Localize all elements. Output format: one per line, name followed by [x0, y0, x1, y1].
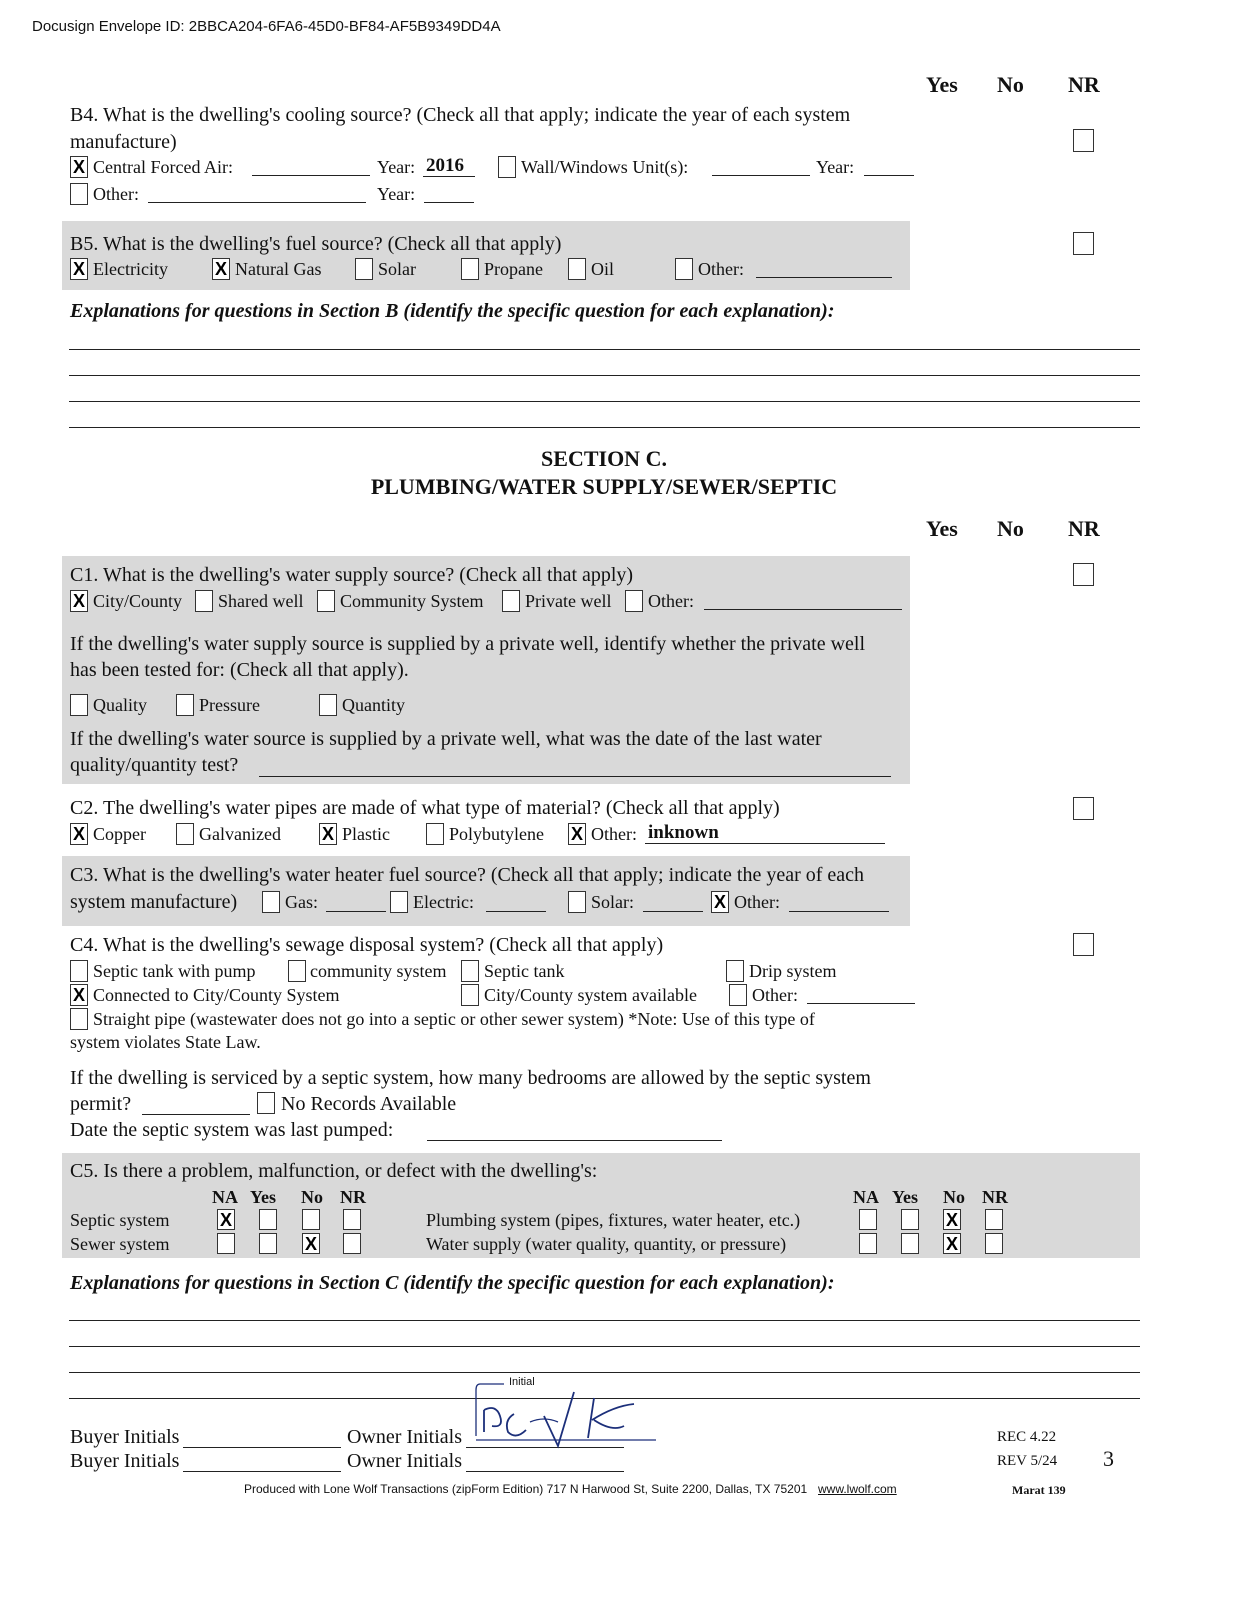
c4-available-label: City/County system available: [484, 985, 697, 1005]
c4-septic-tank-label: Septic tank: [484, 961, 565, 981]
marat-label: Marat 139: [1012, 1483, 1066, 1497]
c5-sewer-nr-checkbox[interactable]: [343, 1233, 361, 1254]
buyer-initials-field-2[interactable]: [183, 1471, 341, 1472]
c5-septic-na-checkbox[interactable]: X: [217, 1209, 235, 1230]
c5-septic-label: Septic system: [70, 1210, 170, 1230]
c4-straight-pipe-label: Straight pipe (wastewater does not go into a septic or other sewer system) *Note: Use of this type of: [93, 1009, 815, 1029]
c1-other-label: Other:: [648, 591, 694, 611]
b5-solar-label: Solar: [378, 259, 416, 279]
b5-oil-checkbox[interactable]: [568, 258, 586, 280]
c-expl-line-3[interactable]: [69, 1372, 1140, 1373]
c4-nr-checkbox[interactable]: [1073, 933, 1094, 956]
c5-sewer-no-checkbox[interactable]: X: [302, 1233, 320, 1254]
c4-other-label: Other:: [752, 985, 798, 1005]
c4-bedrooms-text-line2: permit?: [70, 1093, 132, 1115]
c3-electric-field[interactable]: [486, 911, 546, 912]
b5-other-label: Other:: [698, 259, 744, 279]
c2-poly-label: Polybutylene: [449, 824, 544, 844]
c5-sewer-label: Sewer system: [70, 1234, 170, 1254]
c1-other-field[interactable]: [704, 609, 902, 610]
b4-question-line2: manufacture): [70, 131, 177, 153]
c1-question: C1. What is the dwelling's water supply source? (Check all that apply): [70, 564, 634, 586]
c5-sewer-na-checkbox[interactable]: [217, 1233, 235, 1254]
c1-pressure-label: Pressure: [199, 695, 260, 715]
c4-bedrooms-field[interactable]: [142, 1114, 250, 1115]
c1-quantity-label: Quantity: [342, 695, 405, 715]
owner-initials-label-1: Owner Initials: [347, 1426, 462, 1448]
c2-galvanized-checkbox[interactable]: [176, 823, 194, 845]
col-no-header-c: No: [997, 516, 1024, 541]
c4-other-field[interactable]: [807, 1003, 915, 1004]
c1-date-text-line2: quality/quantity test?: [70, 754, 239, 776]
c2-nr-checkbox[interactable]: [1073, 797, 1094, 820]
b4-wall-field[interactable]: [712, 175, 810, 176]
buyer-initials-label-2: Buyer Initials: [70, 1450, 180, 1472]
b-expl-line-4[interactable]: [69, 427, 1140, 428]
b4-year-label: Year:: [377, 157, 416, 177]
b4-nr-checkbox[interactable]: [1073, 129, 1094, 152]
c1-test-date-field[interactable]: [259, 776, 891, 777]
c4-septic-pump-checkbox[interactable]: [70, 960, 88, 982]
page-number: 3: [1103, 1446, 1114, 1471]
c4-straight-pipe-checkbox[interactable]: [70, 1008, 88, 1030]
buyer-initials-label-1: Buyer Initials: [70, 1426, 180, 1448]
b4-other-label: Other:: [93, 184, 139, 204]
c5-water-yes-checkbox[interactable]: [901, 1233, 919, 1254]
b5-other-checkbox[interactable]: [675, 258, 693, 280]
c1-quantity-checkbox[interactable]: [319, 694, 337, 716]
produced-with-text: Produced with Lone Wolf Transactions (zipForm Edition) 717 N Harwood St, Suite 2200, Dallas, TX 75201: [244, 1482, 808, 1496]
c1-well-text-line2: has been tested for: (Check all that apply).: [70, 659, 409, 681]
c5-septic-nr-checkbox[interactable]: [343, 1209, 361, 1230]
b5-propane-label: Propane: [484, 259, 543, 279]
b4-wall-year-field[interactable]: [864, 175, 914, 176]
c5-right-yes-header: Yes: [892, 1187, 918, 1207]
c5-water-no-checkbox[interactable]: X: [943, 1233, 961, 1254]
b4-other-checkbox[interactable]: [70, 183, 88, 205]
c-expl-line-2[interactable]: [69, 1346, 1140, 1347]
b5-natural-gas-checkbox[interactable]: X: [212, 258, 230, 280]
c5-water-na-checkbox[interactable]: [859, 1233, 877, 1254]
c1-shared-checkbox[interactable]: [195, 590, 213, 612]
c4-available-checkbox[interactable]: [461, 984, 479, 1006]
buyer-initials-field-1[interactable]: [183, 1447, 341, 1448]
col-yes-header: Yes: [926, 72, 958, 97]
b4-central-checkbox[interactable]: X: [70, 156, 88, 178]
c4-connected-label: Connected to City/County System: [93, 985, 340, 1005]
c1-pressure-checkbox[interactable]: [176, 694, 194, 716]
b4-other-year-label: Year:: [377, 184, 416, 204]
c3-solar-label: Solar:: [591, 892, 634, 912]
c4-drip-label: Drip system: [749, 961, 837, 981]
owner-initials-label-2: Owner Initials: [347, 1450, 462, 1472]
c2-poly-checkbox[interactable]: [426, 823, 444, 845]
b-expl-line-1[interactable]: [69, 349, 1140, 350]
c2-question: C2. The dwelling's water pipes are made of what type of material? (Check all that apply): [70, 797, 780, 819]
c2-galvanized-label: Galvanized: [199, 824, 281, 844]
c5-septic-no-checkbox[interactable]: [302, 1209, 320, 1230]
c3-other-checkbox[interactable]: X: [711, 891, 729, 913]
c2-other-field[interactable]: inknown: [645, 822, 885, 844]
c4-pumped-date-field[interactable]: [427, 1140, 722, 1141]
c5-water-label: Water supply (water quality, quantity, or pressure): [426, 1234, 787, 1254]
c3-other-label: Other:: [734, 892, 780, 912]
c3-question-line2: system manufacture): [70, 891, 238, 913]
b-expl-line-2[interactable]: [69, 375, 1140, 376]
c1-quality-label: Quality: [93, 695, 147, 715]
c1-other-checkbox[interactable]: [625, 590, 643, 612]
b4-wall-checkbox[interactable]: [498, 156, 516, 178]
c3-other-field[interactable]: [789, 911, 889, 912]
b5-oil-label: Oil: [591, 259, 615, 279]
c1-community-label: Community System: [340, 591, 484, 611]
b4-wall-label: Wall/Windows Unit(s):: [521, 157, 689, 177]
c3-gas-label: Gas:: [285, 892, 318, 912]
c4-straight-pipe-note: system violates State Law.: [70, 1032, 261, 1052]
c5-plumbing-no-checkbox[interactable]: X: [943, 1209, 961, 1230]
section-c-title: SECTION C.: [541, 446, 667, 471]
lwolf-link[interactable]: www.lwolf.com: [818, 1482, 897, 1496]
rev-code: REV 5/24: [997, 1453, 1058, 1469]
c3-gas-checkbox[interactable]: [262, 891, 280, 913]
col-nr-header-c: NR: [1068, 516, 1100, 541]
c3-gas-field[interactable]: [326, 911, 386, 912]
c1-shared-label: Shared well: [218, 591, 304, 611]
c4-septic-tank-checkbox[interactable]: [461, 960, 479, 982]
c4-no-records-label: No Records Available: [281, 1093, 457, 1115]
c5-right-no-header: No: [943, 1187, 965, 1207]
c1-quality-checkbox[interactable]: [70, 694, 88, 716]
c5-water-nr-checkbox[interactable]: [985, 1233, 1003, 1254]
c5-left-na-header: NA: [212, 1187, 238, 1207]
section-b-explanations-heading: Explanations for questions in Section B (identify the specific question for each explanation):: [70, 300, 835, 322]
col-no-header: No: [997, 72, 1024, 97]
c4-pumped-label: Date the septic system was last pumped:: [70, 1119, 394, 1141]
c1-private-checkbox[interactable]: [502, 590, 520, 612]
c4-no-records-checkbox[interactable]: [257, 1092, 275, 1114]
col-yes-header-c: Yes: [926, 516, 958, 541]
b5-nr-checkbox[interactable]: [1073, 232, 1094, 255]
c4-bedrooms-text-line1: If the dwelling is serviced by a septic system, how many bedrooms are allowed by the septic system: [70, 1067, 871, 1089]
c3-solar-checkbox[interactable]: [568, 891, 586, 913]
c4-question: C4. What is the dwelling's sewage disposal system? (Check all that apply): [70, 934, 664, 956]
c2-copper-checkbox[interactable]: X: [70, 823, 88, 845]
c4-connected-checkbox[interactable]: X: [70, 984, 88, 1006]
c5-plumbing-na-checkbox[interactable]: [859, 1209, 877, 1230]
c5-question: C5. Is there a problem, malfunction, or defect with the dwelling's:: [70, 1160, 598, 1182]
b5-electricity-label: Electricity: [93, 259, 168, 279]
b4-central-label: Central Forced Air:: [93, 157, 233, 177]
c5-sewer-yes-checkbox[interactable]: [259, 1233, 277, 1254]
c-expl-line-1[interactable]: [69, 1320, 1140, 1321]
c2-plastic-label: Plastic: [342, 824, 390, 844]
c5-left-nr-header: NR: [340, 1187, 366, 1207]
col-nr-header: NR: [1068, 72, 1100, 97]
c1-date-text-line1: If the dwelling's water source is supplied by a private well, what was the date of the last water: [70, 728, 822, 750]
c5-plumbing-label: Plumbing system (pipes, fixtures, water heater, etc.): [426, 1210, 801, 1230]
c3-question-line1: C3. What is the dwelling's water heater fuel source? (Check all that apply; indicate the year of each: [70, 864, 865, 886]
c2-other-label: Other:: [591, 824, 637, 844]
c1-private-label: Private well: [525, 591, 612, 611]
section-c-explanations-heading: Explanations for questions in Section C (identify the specific question for each explanation):: [70, 1272, 835, 1294]
c3-electric-label: Electric:: [413, 892, 474, 912]
b5-propane-checkbox[interactable]: [461, 258, 479, 280]
c5-right-nr-header: NR: [982, 1187, 1008, 1207]
b5-question: B5. What is the dwelling's fuel source? (Check all that apply): [70, 233, 562, 255]
c4-community-label: community system: [310, 961, 447, 981]
rec-code: REC 4.22: [997, 1429, 1057, 1445]
owner-initials-field-2[interactable]: [466, 1471, 624, 1472]
c2-copper-label: Copper: [93, 824, 146, 844]
b4-question-line1: B4. What is the dwelling's cooling source? (Check all that apply; indicate the year of each system: [70, 104, 851, 126]
b5-other-field[interactable]: [756, 277, 892, 278]
b5-electricity-checkbox[interactable]: X: [70, 258, 88, 280]
b5-natural-gas-label: Natural Gas: [235, 259, 322, 279]
c4-drip-checkbox[interactable]: [726, 960, 744, 982]
c1-city-label: City/County: [93, 591, 183, 611]
initial-tag-label: Initial: [509, 1376, 535, 1388]
c3-solar-field[interactable]: [643, 911, 703, 912]
envelope-id: Docusign Envelope ID: 2BBCA204-6FA6-45D0-BF84-AF5B9349DD4A: [32, 18, 501, 35]
b4-wall-year-label: Year:: [816, 157, 855, 177]
c1-well-text-line1: If the dwelling's water supply source is supplied by a private well, identify whether the private well: [70, 633, 866, 655]
c5-plumbing-nr-checkbox[interactable]: [985, 1209, 1003, 1230]
b5-solar-checkbox[interactable]: [355, 258, 373, 280]
c4-septic-pump-label: Septic tank with pump: [93, 961, 256, 981]
c4-community-checkbox[interactable]: [288, 960, 306, 982]
b4-other-year-field[interactable]: [424, 202, 474, 203]
c1-community-checkbox[interactable]: [317, 590, 335, 612]
b4-central-field[interactable]: [252, 175, 370, 176]
c2-plastic-checkbox[interactable]: X: [319, 823, 337, 845]
b4-other-field[interactable]: [148, 202, 366, 203]
b4-central-year-field[interactable]: 2016: [423, 155, 475, 177]
c1-city-checkbox[interactable]: X: [70, 590, 88, 612]
section-c-subtitle: PLUMBING/WATER SUPPLY/SEWER/SEPTIC: [370, 474, 838, 499]
c4-other-checkbox[interactable]: [729, 984, 747, 1006]
c5-left-yes-header: Yes: [250, 1187, 276, 1207]
c3-electric-checkbox[interactable]: [390, 891, 408, 913]
c5-plumbing-yes-checkbox[interactable]: [901, 1209, 919, 1230]
c1-nr-checkbox[interactable]: [1073, 563, 1094, 586]
c5-right-na-header: NA: [853, 1187, 879, 1207]
c5-septic-yes-checkbox[interactable]: [259, 1209, 277, 1230]
c5-left-no-header: No: [301, 1187, 323, 1207]
b-expl-line-3[interactable]: [69, 401, 1140, 402]
c2-other-checkbox[interactable]: X: [568, 823, 586, 845]
initials-signature-graphic[interactable]: [474, 1376, 664, 1466]
